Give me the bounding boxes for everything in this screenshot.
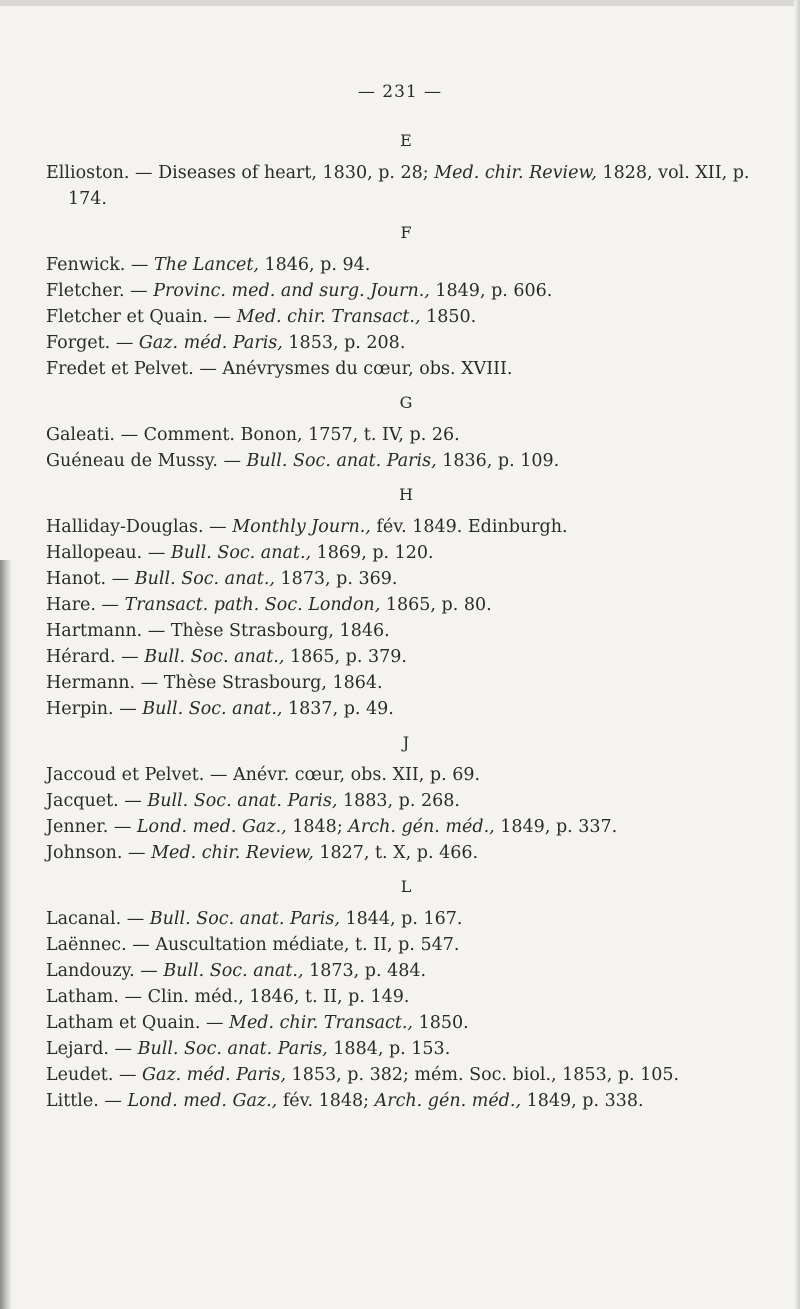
bibliography-entry — [46, 644, 766, 670]
entry-details: 1853, p. 382; mém. Soc. biol., 1853, p. 105. — [286, 1065, 680, 1085]
entry-journal: Provinc. med. and surg. Journ., — [153, 281, 430, 301]
bibliography-list — [46, 120, 766, 1120]
bibliography-entry — [46, 304, 766, 330]
entry-journal: Bull. Soc. anat. Paris, — [137, 1039, 328, 1059]
bibliography-entry — [46, 252, 766, 278]
entry-text: — — [142, 543, 171, 563]
entry-journal: Bull. Soc. anat., — [170, 543, 312, 563]
entry-details: 1869, p. 120. — [311, 543, 434, 563]
bibliography-entry — [46, 1036, 766, 1062]
entry-journal: Med. chir. Review, — [151, 843, 314, 863]
section-letter: F — [400, 223, 412, 242]
entry-journal: Transact. path. Soc. London, — [124, 595, 381, 615]
entry-author: Lacanal. — [46, 909, 122, 929]
entry-text: — Clin. méd., 1846, t. II, p. 149. — [118, 987, 410, 1007]
entry-text: — — [95, 595, 125, 615]
bibliography-entry — [46, 540, 766, 566]
entry-journal: Bull. Soc. anat. Paris, — [149, 909, 340, 929]
entry-details: 1827, t. X, p. 466. — [313, 843, 479, 863]
entry-author: Fletcher. — [46, 281, 125, 301]
entry-author: Hermann. — [46, 673, 136, 693]
entry-details: 1849, p. 338. — [521, 1091, 644, 1111]
entry-author: Fredet et Pelvet. — [46, 359, 194, 379]
section-letter: E — [400, 131, 412, 150]
entry-journal: Bull. Soc. anat., — [134, 569, 275, 589]
entry-journal: Monthly Journ., — [232, 517, 371, 537]
entry-details: 1837, p. 49. — [282, 699, 394, 719]
section-letter: H — [399, 485, 413, 504]
entry-journal: Med. chir. Transact., — [236, 307, 421, 327]
entry-author: Guéneau de Mussy. — [46, 451, 218, 471]
entry-author: Leudet. — [46, 1065, 114, 1085]
entry-author: Jenner. — [46, 817, 109, 837]
section-l — [46, 876, 766, 1114]
bibliography-entry — [46, 514, 766, 540]
entry-details: 1873, p. 369. — [274, 569, 398, 589]
entry-author: Latham. — [46, 987, 119, 1007]
bibliography-entry — [46, 422, 766, 448]
bibliography-entry — [46, 906, 766, 932]
section-letter: G — [399, 393, 413, 412]
section-e — [46, 130, 766, 212]
entry-journal: Bull. Soc. anat. Paris, — [147, 791, 338, 811]
bibliography-entry — [46, 356, 766, 382]
entry-details: 1828, vol. XII, p. 174. — [68, 163, 750, 209]
entry-text: — Thèse Strasbourg, 1864. — [135, 673, 383, 693]
bibliography-entry — [46, 840, 766, 866]
entry-author: Fenwick. — [46, 255, 126, 275]
entry-details: 1865, p. 80. — [380, 595, 492, 615]
bibliography-entry — [46, 958, 766, 984]
entry-author: Ellioston. — [46, 163, 130, 183]
entry-text: — — [134, 961, 164, 981]
entry-journal: Lond. med. Gaz., — [127, 1091, 278, 1111]
entry-author: Jacquet. — [46, 791, 119, 811]
section-j — [46, 732, 766, 866]
entry-journal: Bull. Soc. anat. Paris, — [246, 451, 437, 471]
entry-text: — — [217, 451, 247, 471]
entry-journal: Bull. Soc. anat., — [142, 699, 283, 719]
page-number: — 231 — — [357, 82, 443, 102]
entry-details: 1850. — [420, 307, 477, 327]
bibliography-entry — [46, 448, 766, 474]
bibliography-entry — [46, 592, 766, 618]
entry-author: Hartmann. — [46, 621, 143, 641]
section-letter: J — [402, 733, 410, 752]
bibliography-entry — [46, 984, 766, 1010]
entry-author: Jaccoud et Pelvet. — [46, 765, 205, 785]
entry-text: — — [110, 333, 139, 353]
bibliography-entry — [46, 160, 766, 212]
bibliography-entry — [46, 696, 766, 722]
entry-author: Latham et Quain. — [46, 1013, 201, 1033]
entry-details: 1873, p. 484. — [303, 961, 427, 981]
entry-text: — — [115, 647, 145, 667]
bibliography-entry — [46, 618, 766, 644]
bibliography-entry — [46, 788, 766, 814]
entry-journal: Lond. med. Gaz., — [136, 817, 287, 837]
scan-right-edge — [794, 0, 800, 1309]
entry-text: — Diseases of heart, 1830, p. 28; — [129, 163, 435, 183]
entry-text: — Auscultation médiate, t. II, p. 547. — [126, 935, 460, 955]
scan-top-edge — [0, 0, 800, 6]
entry-text: — — [200, 1013, 230, 1033]
entry-details: 1853, p. 208. — [282, 333, 406, 353]
entry-author: Galeati. — [46, 425, 115, 445]
entry-text: — Anévr. cœur, obs. XII, p. 69. — [204, 765, 481, 785]
bibliography-entry — [46, 814, 766, 840]
entry-details: fév. 1849. Edinburgh. — [370, 517, 568, 537]
entry-journal: The Lancet, — [154, 255, 259, 275]
entry-details: 1850. — [413, 1013, 469, 1033]
entry-text: — — [124, 281, 154, 301]
bibliography-entry — [46, 1010, 766, 1036]
entry-journal: Med. chir. Review, — [434, 163, 597, 183]
bibliography-entry — [46, 1062, 766, 1088]
entry-text: — — [98, 1091, 128, 1111]
entry-text: — Anévrysmes du cœur, obs. XVIII. — [193, 359, 513, 379]
entry-author: Herpin. — [46, 699, 114, 719]
entry-author: Landouzy. — [46, 961, 135, 981]
entry-details: 1884, p. 153. — [327, 1039, 451, 1059]
bibliography-entry — [46, 566, 766, 592]
section-letter: L — [400, 877, 412, 896]
entry-journal: Gaz. méd. Paris, — [138, 333, 283, 353]
entry-details: 1836, p. 109. — [436, 451, 560, 471]
section-f — [46, 222, 766, 382]
entry-author: Forget. — [46, 333, 111, 353]
entry-author: Little. — [46, 1091, 99, 1111]
entry-author: Halliday-Douglas. — [46, 517, 204, 537]
entry-journal: Gaz. méd. Paris, — [142, 1065, 287, 1085]
entry-text: — — [113, 1065, 143, 1085]
entry-author: Fletcher et Quain. — [46, 307, 208, 327]
entry-text: — Thèse Strasbourg, 1846. — [142, 621, 390, 641]
entry-text: — — [108, 1039, 138, 1059]
entry-journal: Arch. gén. méd., — [374, 1091, 522, 1111]
entry-text: — — [121, 909, 150, 929]
entry-text: — Comment. Bonon, 1757, t. IV, p. 26. — [115, 425, 460, 445]
entry-text: — — [207, 307, 237, 327]
entry-text: — — [203, 517, 233, 537]
entry-text: — — [108, 817, 137, 837]
entry-text: — — [122, 843, 152, 863]
entry-details: 1865, p. 379. — [284, 647, 407, 667]
entry-details: fév. 1848; — [277, 1091, 375, 1111]
section-g — [46, 392, 766, 474]
entry-journal: Med. chir. Transact., — [229, 1013, 413, 1033]
entry-details: 1849, p. 606. — [429, 281, 553, 301]
entry-details: 1846, p. 94. — [258, 255, 371, 275]
entry-details: 1849, p. 337. — [494, 817, 618, 837]
entry-details: 1883, p. 268. — [337, 791, 460, 811]
bibliography-entry — [46, 670, 766, 696]
entry-text: — — [118, 791, 148, 811]
scan-binding-shadow — [0, 560, 12, 1309]
entry-details: 1848; — [286, 817, 349, 837]
entry-author: Johnson. — [46, 843, 123, 863]
entry-author: Hérard. — [46, 647, 116, 667]
entry-author: Lejard. — [46, 1039, 109, 1059]
bibliography-entry — [46, 932, 766, 958]
entry-text: — — [113, 699, 143, 719]
entry-author: Laënnec. — [46, 935, 127, 955]
entry-journal: Bull. Soc. anat., — [144, 647, 285, 667]
bibliography-entry — [46, 278, 766, 304]
entry-journal: Arch. gén. méd., — [348, 817, 495, 837]
bibliography-entry — [46, 762, 766, 788]
section-h — [46, 484, 766, 722]
entry-text: — — [106, 569, 135, 589]
entry-author: Hare. — [46, 595, 96, 615]
bibliography-entry — [46, 1088, 766, 1114]
entry-text: — — [125, 255, 154, 275]
entry-author: Hallopeau. — [46, 543, 143, 563]
entry-details: 1844, p. 167. — [339, 909, 463, 929]
entry-author: Hanot. — [46, 569, 107, 589]
bibliography-entry — [46, 330, 766, 356]
entry-journal: Bull. Soc. anat., — [163, 961, 304, 981]
